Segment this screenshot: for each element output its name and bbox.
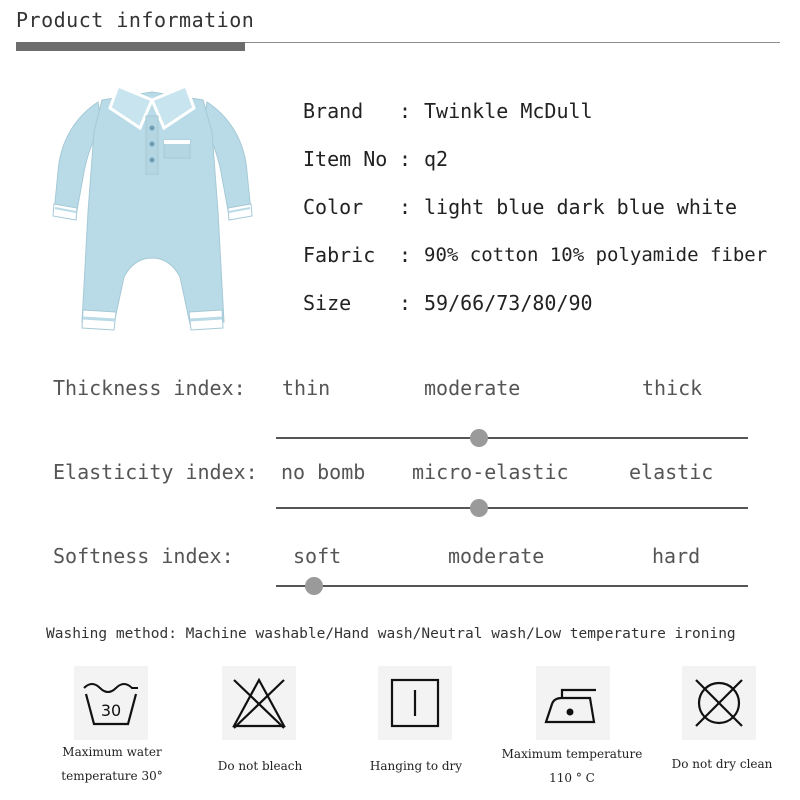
index-track (276, 585, 748, 587)
index-option: thick (642, 376, 703, 400)
care-label (180, 754, 340, 778)
wash-temp-number: 30 (100, 701, 122, 720)
hang-dry-icon (378, 666, 452, 740)
index-label: Softness index: (53, 544, 234, 568)
index-option: soft (293, 544, 342, 568)
do-not-bleach-icon (222, 666, 296, 740)
index-option: no bomb (281, 460, 366, 484)
index-option: elastic (629, 460, 714, 484)
index-option: moderate (448, 544, 545, 568)
care-label-line: Maximum temperature (501, 747, 643, 761)
care-label-line: temperature 30° (61, 769, 163, 783)
spec-colon: : (399, 195, 412, 219)
index-knob (470, 429, 488, 447)
care-label-line: Hanging to dry (369, 759, 463, 773)
index-knob (470, 499, 488, 517)
spec-value: 59/66/73/80/90 (424, 291, 593, 315)
index-option: micro-elastic (412, 460, 569, 484)
index-option: thin (282, 376, 331, 400)
care-label (336, 754, 496, 778)
spec-value: Twinkle McDull (424, 99, 593, 123)
care-label (642, 752, 800, 776)
iron-low-icon (536, 666, 610, 740)
spec-colon: : (399, 243, 412, 267)
wash-30-icon (74, 666, 148, 740)
spec-key: Size (303, 291, 352, 315)
section-title: Product information (16, 8, 255, 32)
index-option: moderate (424, 376, 521, 400)
spec-colon: : (399, 291, 412, 315)
care-label (492, 742, 652, 790)
care-label-line: Do not bleach (217, 759, 303, 773)
spec-colon: : (399, 147, 412, 171)
spec-key: Brand (303, 99, 364, 123)
care-label-line: Do not dry clean (671, 757, 773, 771)
index-track (276, 507, 748, 509)
header-accent-bar (16, 42, 245, 51)
spec-key: Item No (303, 147, 388, 171)
spec-colon: : (399, 99, 412, 123)
spec-key: Fabric (303, 243, 376, 267)
spec-value: light blue dark blue white (424, 195, 738, 219)
index-option: hard (652, 544, 701, 568)
washing-method-text: Washing method: Machine washable/Hand wash/Neutral wash/Low temperature ironing (46, 626, 736, 642)
spec-value: 90% cotton 10% polyamide fiber (424, 244, 768, 266)
do-not-dry-clean-icon (682, 666, 756, 740)
index-knob (305, 577, 323, 595)
index-label: Thickness index: (53, 376, 246, 400)
index-track (276, 437, 748, 439)
product-image-romper (40, 72, 265, 347)
spec-value: q2 (424, 147, 449, 171)
care-label-line: 110 ° C (549, 771, 595, 785)
care-label (32, 740, 192, 788)
care-label-line: Maximum water (62, 745, 162, 759)
index-label: Elasticity index: (53, 460, 258, 484)
spec-key: Color (303, 195, 364, 219)
